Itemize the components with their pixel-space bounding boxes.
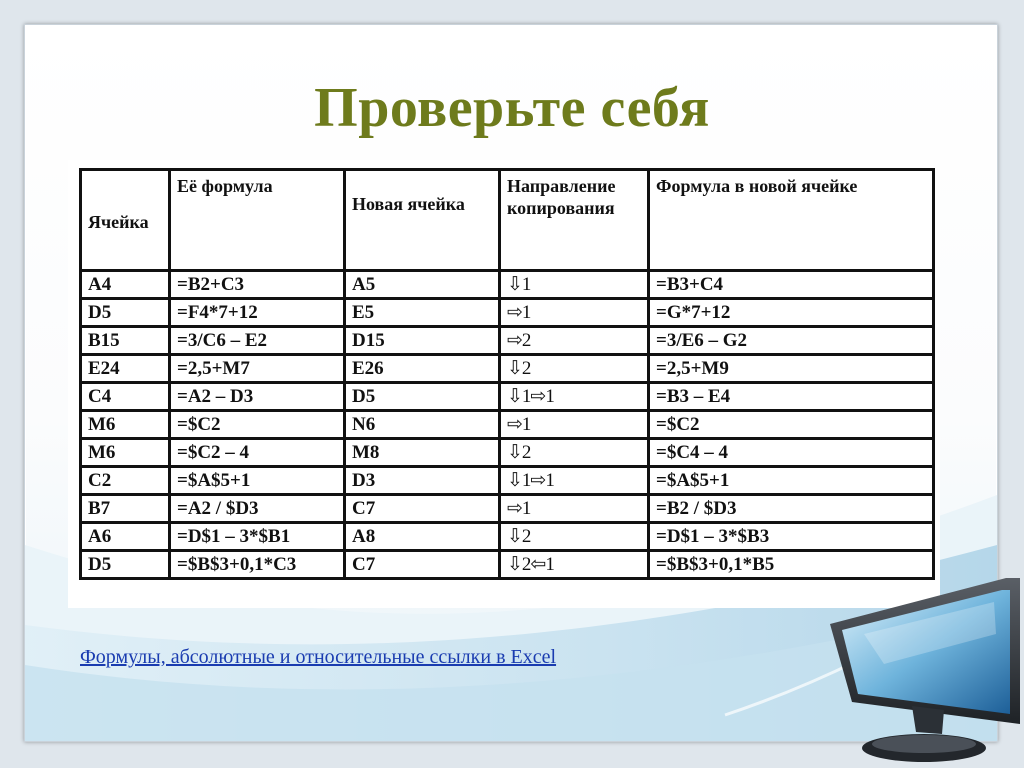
header-cell: Направление копирования [500, 170, 649, 271]
cell-formula: =$C2 [170, 411, 345, 439]
copy-direction: ⇨1 [500, 411, 649, 439]
copy-direction: ⇩2 [500, 523, 649, 551]
new-formula: =B2 / $D3 [649, 495, 934, 523]
table-row [81, 551, 934, 579]
cell-formula: =D$1 – 3*$B1 [170, 523, 345, 551]
cell-formula: =A2 / $D3 [170, 495, 345, 523]
new-cell-address: D15 [345, 327, 500, 355]
cell-address: B7 [81, 495, 170, 523]
table-header-row [81, 170, 934, 271]
new-formula: =3/E6 – G2 [649, 327, 934, 355]
copy-direction: ⇩2⇦1 [500, 551, 649, 579]
new-cell-address: A5 [345, 271, 500, 299]
table-row [81, 327, 934, 355]
cell-formula: =F4*7+12 [170, 299, 345, 327]
new-cell-address: D5 [345, 383, 500, 411]
copy-direction: ⇨1 [500, 495, 649, 523]
cell-formula: =2,5+M7 [170, 355, 345, 383]
cell-address: C4 [81, 383, 170, 411]
cell-address: D5 [81, 551, 170, 579]
cell-formula: =$C2 – 4 [170, 439, 345, 467]
cell-address: A6 [81, 523, 170, 551]
cell-address: D5 [81, 299, 170, 327]
cell-formula: =$B$3+0,1*C3 [170, 551, 345, 579]
header-cell: Ячейка [81, 170, 170, 271]
table-panel [68, 160, 940, 608]
new-cell-address: C7 [345, 551, 500, 579]
table-row [81, 523, 934, 551]
new-cell-address: N6 [345, 411, 500, 439]
header-cell: Формула в новой ячейке [649, 170, 934, 271]
cell-formula: =3/C6 – E2 [170, 327, 345, 355]
copy-direction: ⇩2 [500, 439, 649, 467]
cell-formula: =A2 – D3 [170, 383, 345, 411]
new-cell-address: E5 [345, 299, 500, 327]
cell-address: C2 [81, 467, 170, 495]
new-formula: =B3 – E4 [649, 383, 934, 411]
new-cell-address: D3 [345, 467, 500, 495]
copy-direction: ⇩2 [500, 355, 649, 383]
copy-direction: ⇩1⇨1 [500, 467, 649, 495]
cell-address: B15 [81, 327, 170, 355]
copy-direction: ⇨1 [500, 299, 649, 327]
new-cell-address: A8 [345, 523, 500, 551]
table-row [81, 495, 934, 523]
monitor-icon [824, 574, 1024, 768]
copy-direction: ⇩1 [500, 271, 649, 299]
cell-formula: =B2+C3 [170, 271, 345, 299]
table-row [81, 467, 934, 495]
table-row [81, 411, 934, 439]
cell-formula: =$A$5+1 [170, 467, 345, 495]
table-row [81, 383, 934, 411]
new-formula: =$C2 [649, 411, 934, 439]
new-formula: =$B$3+0,1*B5 [649, 551, 934, 579]
new-formula: =D$1 – 3*$B3 [649, 523, 934, 551]
table-row [81, 271, 934, 299]
cell-address: M6 [81, 439, 170, 467]
new-cell-address: C7 [345, 495, 500, 523]
new-formula: =$C4 – 4 [649, 439, 934, 467]
table-body [81, 271, 934, 579]
cell-address: M6 [81, 411, 170, 439]
header-cell: Новая ячейка [345, 170, 500, 271]
slide-title: Проверьте себя [314, 77, 710, 139]
copy-direction: ⇨2 [500, 327, 649, 355]
excel-references-link[interactable]: Формулы, абсолютные и относительные ссылки в Excel [80, 646, 557, 668]
table-row [81, 355, 934, 383]
new-formula: =$A$5+1 [649, 467, 934, 495]
new-cell-address: M8 [345, 439, 500, 467]
copy-direction: ⇩1⇨1 [500, 383, 649, 411]
answers-table [79, 168, 935, 580]
new-cell-address: E26 [345, 355, 500, 383]
new-formula: =2,5+M9 [649, 355, 934, 383]
header-cell: Её формула [170, 170, 345, 271]
cell-address: E24 [81, 355, 170, 383]
cell-address: A4 [81, 271, 170, 299]
new-formula: =G*7+12 [649, 299, 934, 327]
new-formula: =B3+C4 [649, 271, 934, 299]
table-row [81, 299, 934, 327]
table-row [81, 439, 934, 467]
